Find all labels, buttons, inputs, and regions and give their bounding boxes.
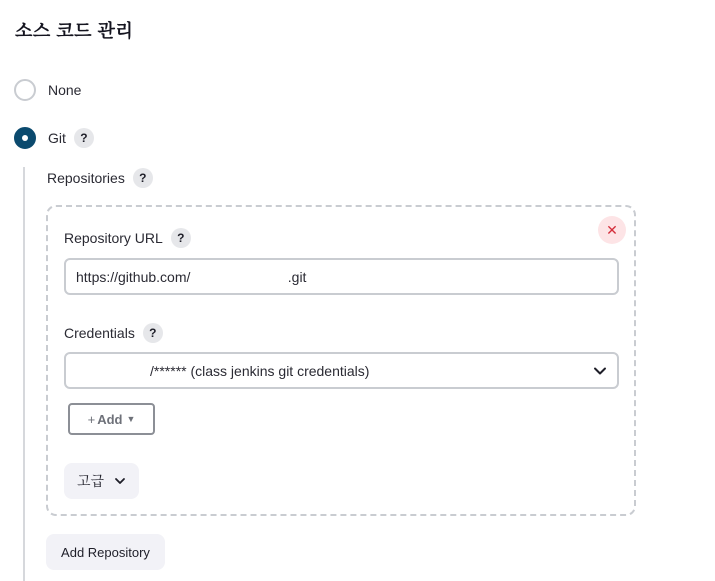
question-mark-icon[interactable]: ? — [133, 168, 153, 188]
redacted-text — [192, 269, 285, 285]
scm-option-git[interactable] — [14, 127, 94, 149]
repository-url-input[interactable] — [64, 258, 619, 295]
repositories-heading — [47, 168, 153, 188]
advanced-button[interactable] — [64, 463, 139, 499]
chevron-down-icon — [593, 364, 607, 378]
repository-url-prefix: https://github.com/ — [76, 268, 191, 285]
repository-url-suffix: .git — [287, 268, 307, 285]
question-mark-icon[interactable]: ? — [143, 323, 163, 343]
redacted-text — [78, 363, 148, 379]
scm-option-git-label: Git — [48, 130, 66, 146]
scm-option-none-label: None — [48, 82, 82, 98]
chevron-down-icon — [114, 475, 126, 487]
close-icon[interactable]: ✕ — [598, 216, 626, 244]
radio-none[interactable] — [14, 79, 36, 101]
add-credentials-label: Add — [97, 411, 123, 427]
git-section-divider — [23, 167, 25, 581]
question-mark-icon[interactable]: ? — [171, 228, 191, 248]
credentials-heading — [64, 323, 163, 343]
repository-url-label: Repository URL — [64, 230, 163, 246]
question-mark-icon[interactable]: ? — [74, 128, 94, 148]
credentials-label: Credentials — [64, 325, 135, 341]
repository-url-heading — [64, 228, 191, 248]
credentials-select[interactable] — [64, 352, 619, 389]
plus-icon: + — [87, 411, 96, 427]
scm-option-none[interactable] — [14, 79, 81, 101]
section-title: 소스 코드 관리 — [15, 21, 134, 41]
advanced-label: 고급 — [76, 473, 105, 489]
credentials-value-text: /****** (class jenkins git credentials) — [150, 362, 370, 379]
add-credentials-button[interactable] — [68, 403, 155, 435]
radio-git[interactable] — [14, 127, 36, 149]
add-repository-button[interactable]: Add Repository — [46, 534, 165, 570]
caret-down-icon: ▼ — [126, 414, 136, 424]
credentials-value — [76, 363, 369, 379]
repositories-label: Repositories — [47, 170, 125, 186]
